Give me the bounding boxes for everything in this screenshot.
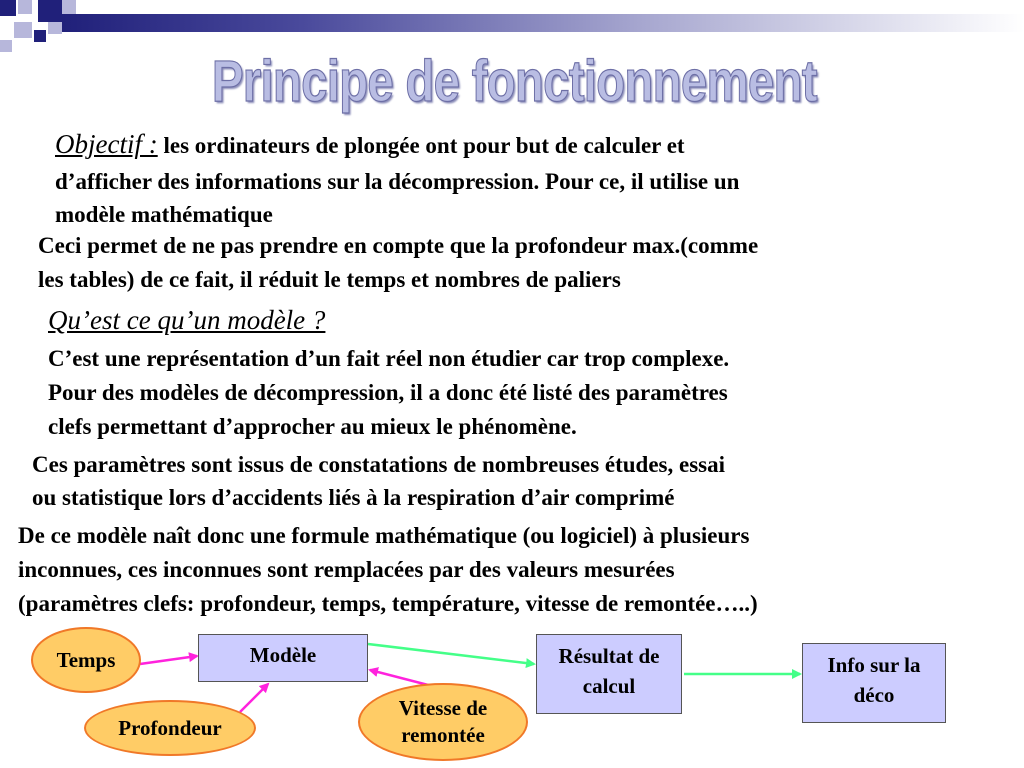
node-resultat-line-1: Résultat de	[558, 644, 660, 668]
node-info-line-1: Info sur la	[827, 653, 921, 677]
node-modele-label: Modèle	[249, 643, 317, 667]
arrow-profondeur-modele	[240, 684, 268, 712]
objectif-label: Objectif :	[55, 129, 158, 159]
formule-line-1: De ce modèle naît donc une formule mathématique (ou logiciel) à plusieurs	[18, 523, 750, 548]
node-vitesse-line-1: Vitesse de	[398, 696, 488, 720]
arrow-modele-resultat	[368, 644, 534, 664]
ceci-line-2: les tables) de ce fait, il réduit le temps et nombres de paliers	[38, 267, 621, 292]
node-resultat	[536, 634, 682, 714]
node-vitesse-line-2: remontée	[401, 723, 485, 747]
node-resultat-line-2: calcul	[582, 674, 636, 698]
node-info-line-2: déco	[853, 683, 895, 707]
formule-line-3: (paramètres clefs: profondeur, temps, température, vitesse de remontée…..)	[18, 591, 758, 616]
objectif-text-1: les ordinateurs de plongée ont pour but de calculer et	[163, 133, 685, 158]
definition-line-1: C’est une représentation d’un fait réel non étudier car trop complexe.	[48, 346, 730, 371]
node-profondeur-label: Profondeur	[118, 715, 222, 740]
node-vitesse	[358, 683, 528, 761]
ceci-line-1: Ceci permet de ne pas prendre en compte que la profondeur max.(comme	[38, 233, 759, 258]
definition-line-2: Pour des modèles de décompression, il a donc été listé des paramètres	[48, 380, 728, 405]
objectif-line-2: d’afficher des informations sur la décompression. Pour ce, il utilise un	[55, 169, 740, 194]
parametres-line-2: ou statistique lors d’accidents liés à la respiration d’air comprimé	[32, 485, 675, 510]
node-temps-label: Temps	[56, 647, 116, 672]
parametres-line-1: Ces paramètres sont issus de constatations de nombreuses études, essai	[32, 452, 725, 477]
node-modele	[198, 634, 368, 682]
slide-title: Principe de fonctionnement	[211, 49, 817, 114]
objectif-line-3: modèle mathématique	[55, 202, 273, 227]
arrow-temps-modele	[140, 656, 197, 664]
definition-line-3: clefs permettant d’approcher au mieux le phénomène.	[48, 414, 577, 439]
formule-line-2: inconnues, ces inconnues sont remplacées par des valeurs mesurées	[18, 557, 675, 582]
node-info	[802, 643, 946, 723]
question-heading: Qu’est ce qu’un modèle ?	[48, 305, 326, 335]
node-temps	[31, 627, 141, 693]
node-profondeur	[84, 700, 256, 756]
